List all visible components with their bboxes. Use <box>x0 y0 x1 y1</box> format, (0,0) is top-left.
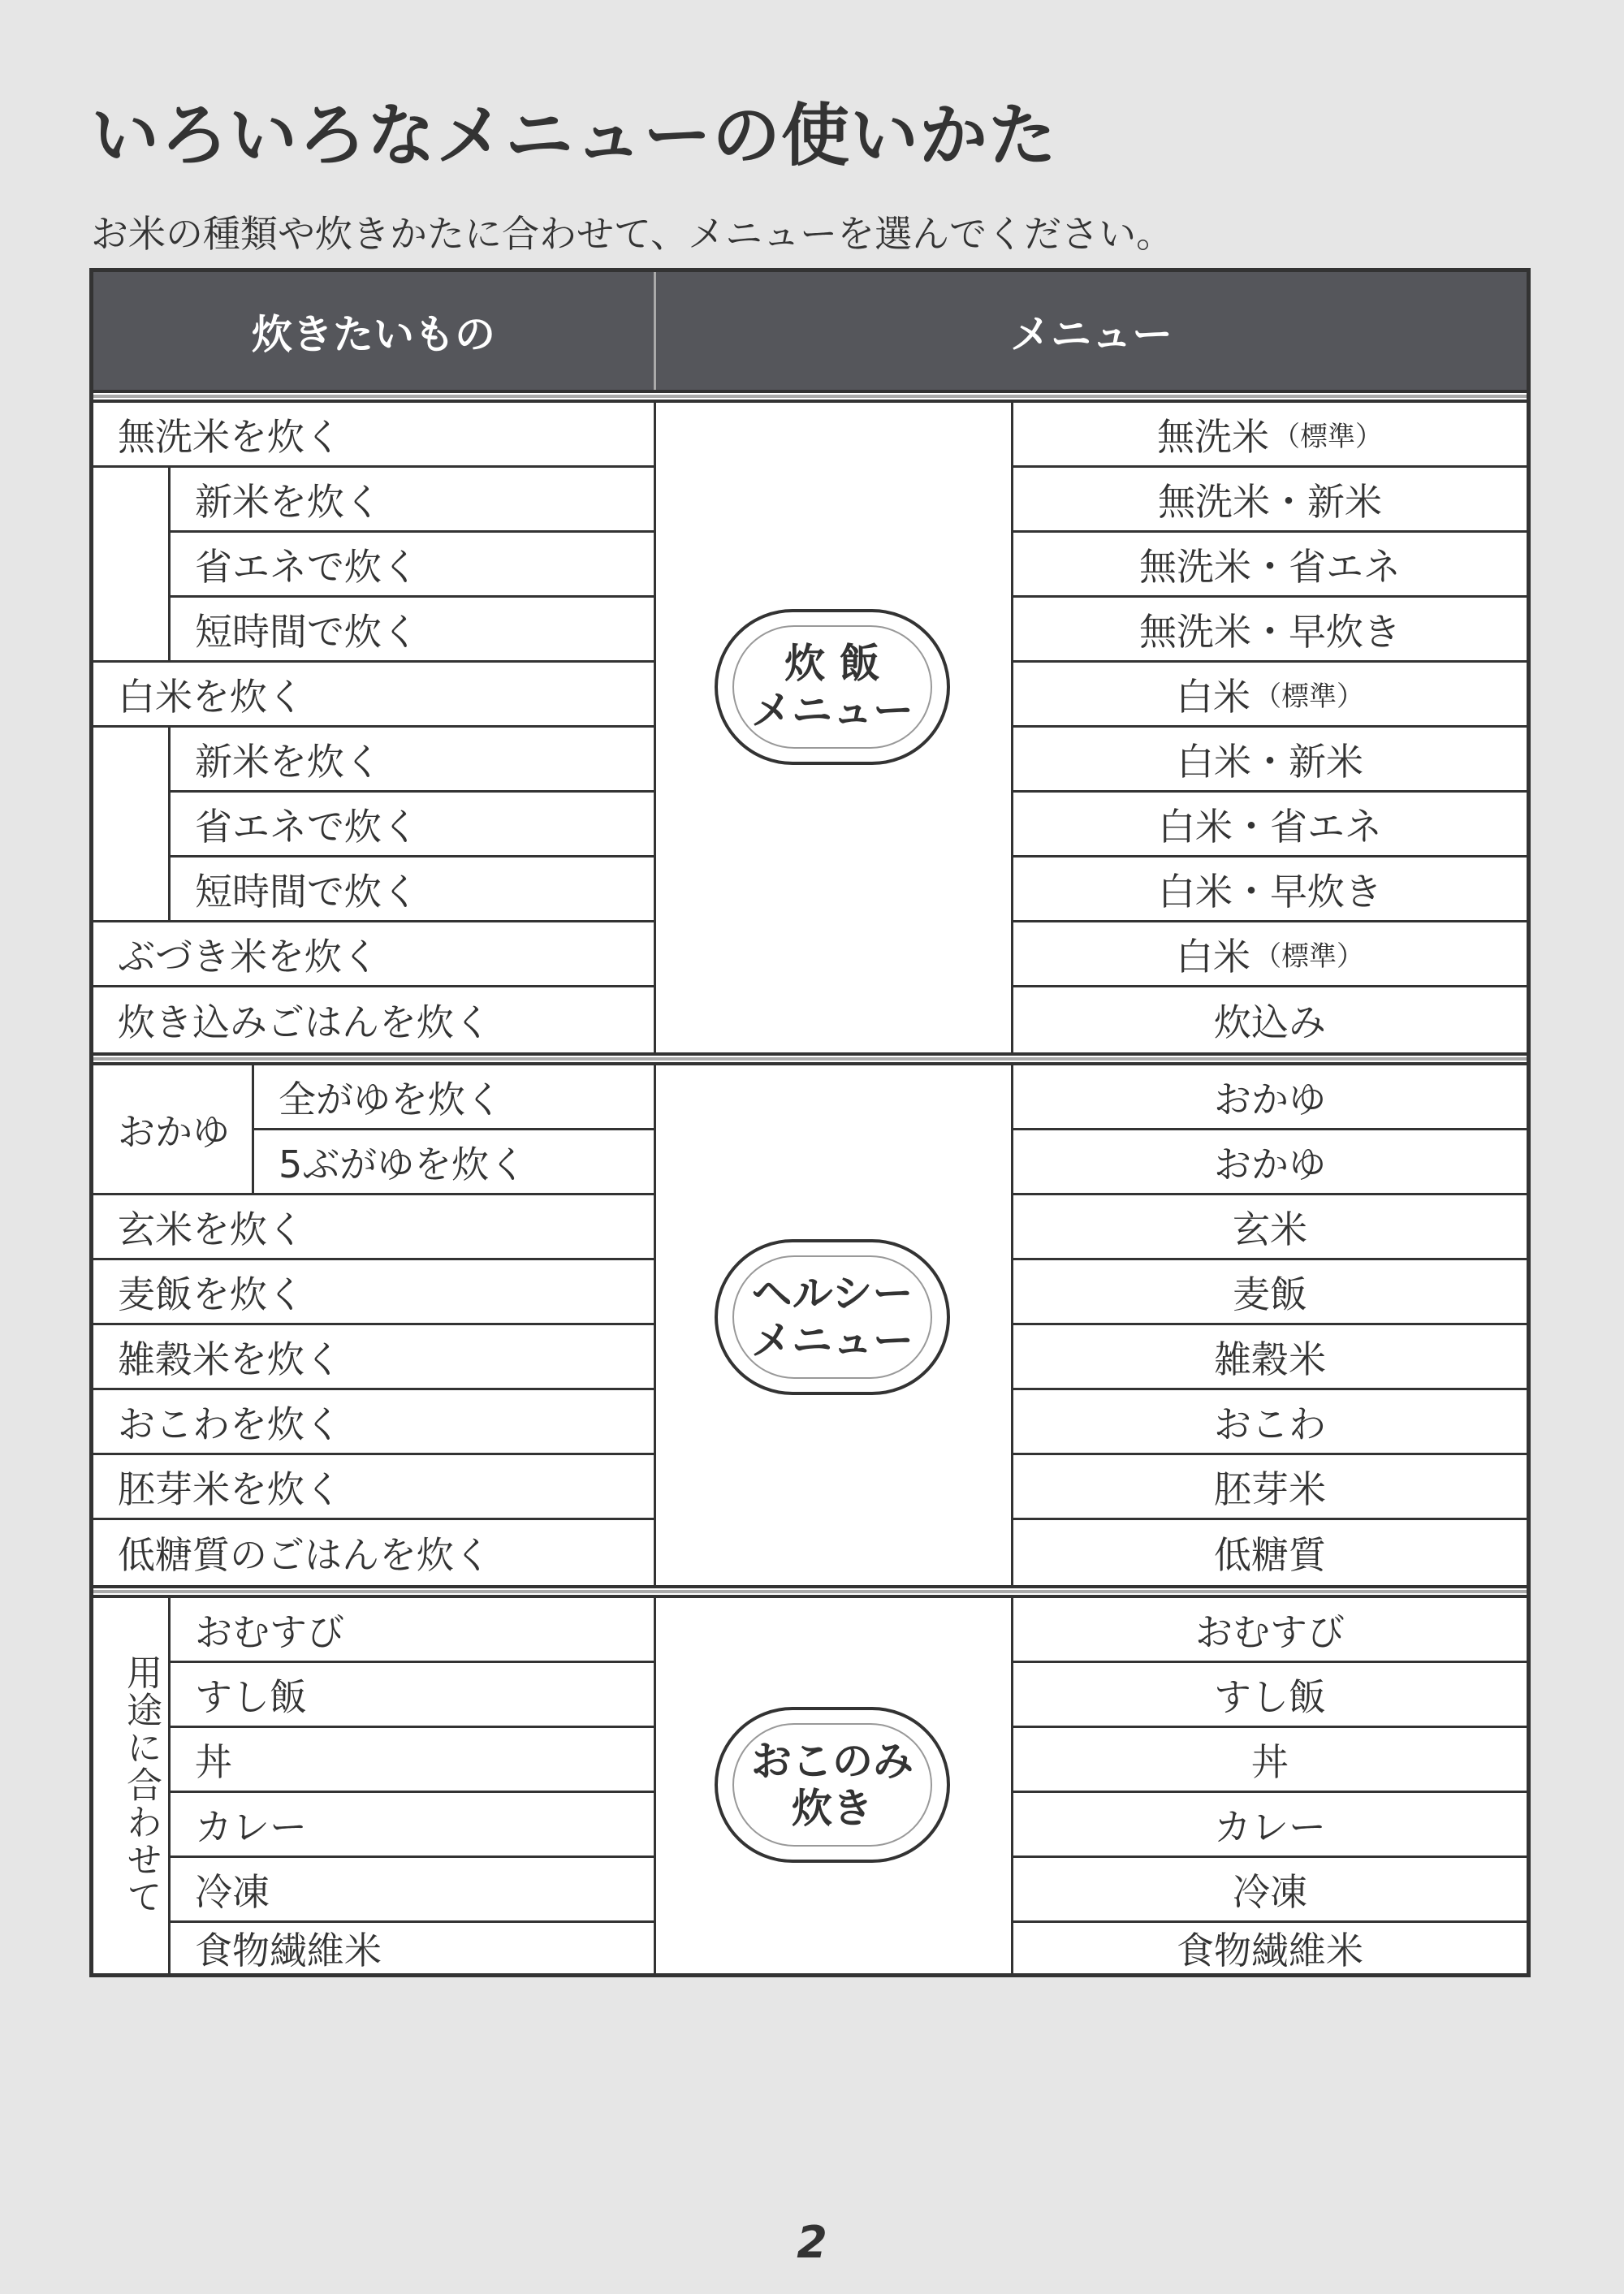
group-okonomi <box>93 1585 1527 1973</box>
list-item: 全がゆを炊く <box>254 1065 654 1130</box>
list-item: おこわを炊く <box>93 1390 654 1455</box>
column-divider <box>654 922 656 1052</box>
table-header <box>93 272 1527 390</box>
group-divider <box>93 1585 1527 1598</box>
menu-value: 麦飯 <box>1013 1260 1527 1325</box>
page-number: 2 <box>797 2217 827 2268</box>
list-item: 雑穀米を炊く <box>93 1325 654 1390</box>
list-item: 食物繊維米 <box>195 1929 382 1972</box>
menu-value: 白米 （標準） <box>1013 922 1527 987</box>
list-item: ぶづき米を炊く <box>93 922 654 987</box>
menu-value: 無洗米・省エネ <box>1013 533 1527 598</box>
menu-value: おかゆ <box>1013 1130 1527 1195</box>
list-item: 白米を炊く <box>93 663 654 728</box>
menu-value: 低糖質 <box>1214 1533 1326 1577</box>
group-divider <box>93 390 1527 403</box>
menu-value: 白米・早炊き <box>1013 858 1527 922</box>
menu-value: 雑穀米 <box>1013 1325 1527 1390</box>
menu-value: 冷凍 <box>1013 1858 1527 1923</box>
menu-value: 玄米 <box>1013 1195 1527 1260</box>
header-col-right: メニュー <box>1010 310 1173 358</box>
list-item: 丼 <box>171 1728 654 1793</box>
menu-value: 無洗米 （標準） <box>1013 403 1527 468</box>
menu-value: 胚芽米 <box>1013 1455 1527 1520</box>
okonomi-badge: おこのみ 炊き <box>715 1707 950 1863</box>
menu-value: 無洗米・新米 <box>1013 468 1527 533</box>
list-item: 短時間で炊く <box>93 598 654 663</box>
menu-value: 白米 （標準） <box>1013 663 1527 728</box>
menu-value: 白米・省エネ <box>1013 793 1527 858</box>
column-divider <box>654 1598 656 1973</box>
menu-value: 無洗米・早炊き <box>1013 598 1527 663</box>
menu-value: 白米・新米 <box>1013 728 1527 793</box>
list-item: すし飯 <box>171 1663 654 1728</box>
list-item: 玄米を炊く <box>93 1195 654 1260</box>
list-item: 短時間で炊く <box>93 858 654 922</box>
group-rice-menu-cont <box>93 922 1527 1052</box>
list-item: 5ぶがゆを炊く <box>254 1130 654 1195</box>
list-item: 新米を炊く <box>171 728 654 793</box>
page-intro: お米の種類や炊きかたに合わせて、メニューを選んでください。 <box>91 212 1174 256</box>
list-item: 省エネで炊く <box>171 793 654 858</box>
menu-table <box>89 268 1531 1977</box>
column-divider <box>654 1065 656 1585</box>
header-col-left: 炊きたいもの <box>252 310 495 358</box>
menu-value: 丼 <box>1013 1728 1527 1793</box>
healthy-menu-badge: ヘルシー メニュー <box>715 1239 950 1395</box>
menu-value: おかゆ <box>1013 1065 1527 1130</box>
menu-value: 食物繊維米 <box>1177 1929 1363 1972</box>
menu-value: 炊込み <box>1214 1000 1326 1044</box>
menu-value: カレー <box>1013 1793 1527 1858</box>
okayu-label: おかゆ <box>93 1065 252 1195</box>
list-item: 炊き込みごはんを炊く <box>118 1000 491 1044</box>
side-label: 用途に合わせて <box>120 1654 162 1916</box>
group-rice-menu <box>93 390 1527 928</box>
list-item: おむすび <box>171 1598 654 1663</box>
column-divider <box>654 403 656 928</box>
list-item: 新米を炊く <box>171 468 654 533</box>
menu-value: おこわ <box>1013 1390 1527 1455</box>
menu-value: すし飯 <box>1013 1663 1527 1728</box>
list-item: 胚芽米を炊く <box>93 1455 654 1520</box>
list-item: 無洗米を炊く <box>93 403 654 468</box>
rice-menu-badge: 炊 飯 メニュー <box>715 609 950 765</box>
list-item: 低糖質のごはんを炊く <box>118 1533 491 1577</box>
group-divider <box>93 1052 1527 1065</box>
page-title: いろいろなメニューの使いかた <box>91 96 1058 175</box>
list-item: 冷凍 <box>171 1858 654 1923</box>
list-item: 麦飯を炊く <box>93 1260 654 1325</box>
group-healthy-menu <box>93 1052 1527 1585</box>
list-item: カレー <box>171 1793 654 1858</box>
menu-value: おむすび <box>1013 1598 1527 1663</box>
list-item: 省エネで炊く <box>171 533 654 598</box>
